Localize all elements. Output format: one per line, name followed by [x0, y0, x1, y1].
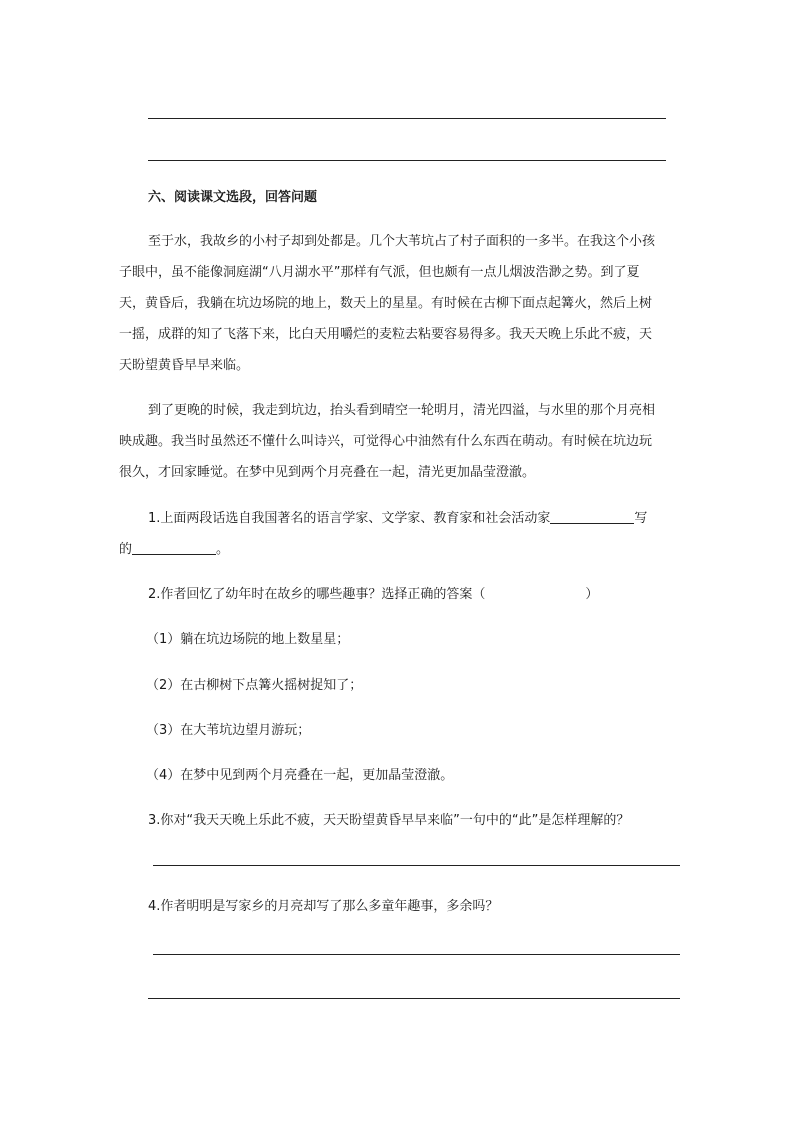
section-title: 六、阅读课文选段，回答问题 — [148, 190, 318, 205]
question-1-end: 。 — [216, 542, 230, 557]
question-2-option-1: （1）躺在坑边场院的地上数星星； — [146, 632, 350, 647]
question-2-line — [148, 585, 598, 605]
question-3-answer-line[interactable] — [153, 865, 680, 866]
question-1-suffix: 写 — [634, 511, 648, 526]
question-2-text: 2.作者回忆了幼年时在故乡的哪些趣事？选择正确的答案（ — [148, 587, 486, 602]
question-1-blank-author[interactable] — [550, 509, 634, 524]
question-2-close-paren: ） — [585, 587, 599, 602]
question-4-answer-line-2[interactable] — [148, 998, 680, 999]
passage-p2-line-1: 到了更晚的时候，我走到坑边，抬头看到晴空一轮明月，清光四溢，与水里的那个月亮相 — [148, 403, 656, 418]
question-2-option-4: （4）在梦中见到两个月亮叠在一起，更加晶莹澄澈。 — [146, 768, 454, 783]
question-4-answer-line-1[interactable] — [153, 954, 680, 955]
passage-p1-line-1: 至于水，我故乡的小村子却到处都是。几个大苇坑占了村子面积的一多半。在我这个小孩 — [148, 234, 656, 249]
passage-p1-line-2: 子眼中，虽不能像洞庭湖“八月湖水平”那样有气派，但也颇有一点儿烟波浩渺之势。到了夏 — [119, 265, 640, 280]
passage-p2-line-2: 映成趣。我当时虽然还不懂什么叫诗兴，可觉得心中油然有什么东西在萌动。有时候在坑边玩 — [119, 434, 653, 449]
answer-line-top-2[interactable] — [148, 160, 666, 161]
passage-p1-line-5: 天盼望黄昏早早来临。 — [119, 358, 250, 373]
question-3-text: 3.你对“我天天晚上乐此不疲，天天盼望黄昏早早来临”一句中的“此”是怎样理解的？ — [148, 813, 630, 828]
question-1-line-1 — [148, 509, 647, 529]
question-2-option-2: （2）在古柳树下点篝火摇树捉知了； — [146, 678, 363, 693]
passage-p1-line-3: 天，黄昏后，我躺在坑边场院的地上，数天上的星星。有时候在古柳下面点起篝火，然后上树 — [119, 296, 653, 311]
question-4-text: 4.作者明明是写家乡的月亮却写了那么多童年趣事，多余吗？ — [148, 899, 499, 914]
question-1-blank-title[interactable] — [132, 540, 216, 555]
passage-p1-line-4: 一摇，成群的知了飞落下来，比白天用嚼烂的麦粒去粘要容易得多。我天天晚上乐此不疲，天 — [119, 327, 653, 342]
question-1-text: 1.上面两段话选自我国著名的语言学家、文学家、教育家和社会活动家 — [148, 511, 551, 526]
question-2-option-3: （3）在大苇坑边望月游玩； — [146, 723, 311, 738]
answer-line-top-1[interactable] — [148, 118, 666, 119]
question-1-text-2: 的 — [119, 542, 133, 557]
passage-p2-line-3: 很久，才回家睡觉。在梦中见到两个月亮叠在一起，清光更加晶莹澄澈。 — [119, 465, 536, 480]
question-1-line-2 — [119, 540, 229, 560]
